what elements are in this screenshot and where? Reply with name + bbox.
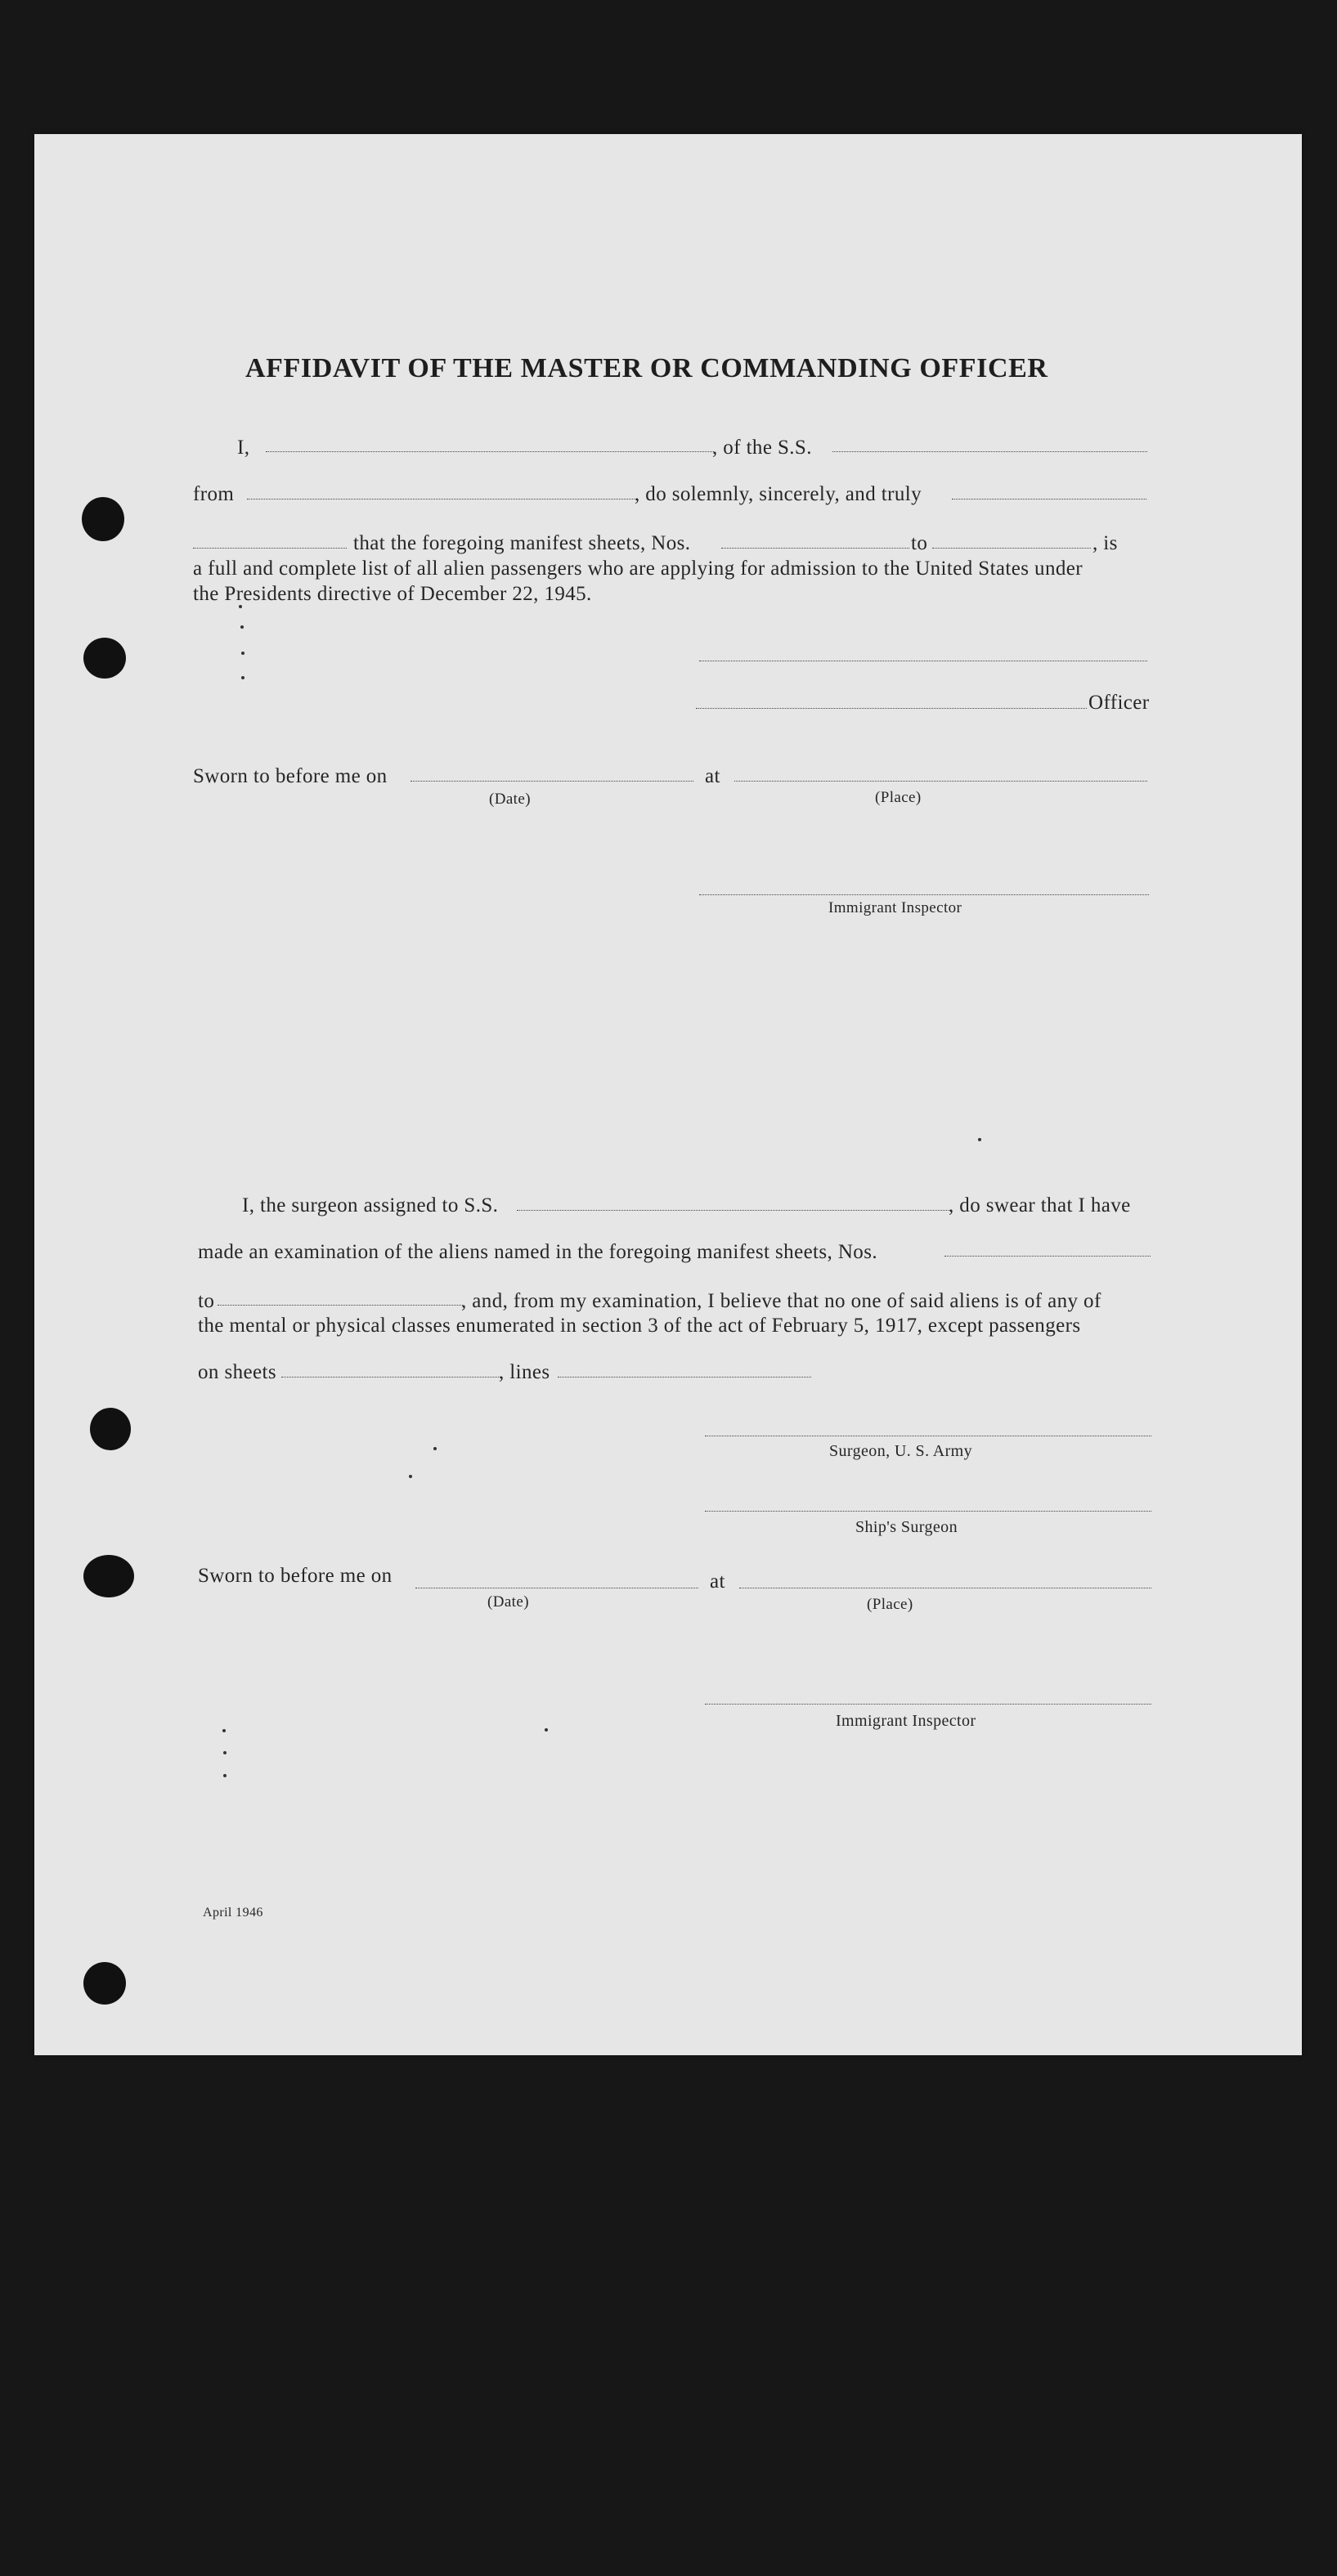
master-sheet-from-field[interactable] — [721, 548, 909, 549]
surgeon-inspector-signature-field[interactable] — [705, 1704, 1151, 1705]
scan-speck — [978, 1138, 981, 1141]
form-date-footer: April 1946 — [203, 1906, 263, 1920]
master-sworn-place-field[interactable] — [734, 781, 1147, 782]
affidavit-form-sheet — [34, 134, 1302, 2055]
surgeon-line4: the mental or physical classes enumerated in section 3 of the act of February 5, 1917, except passengers — [198, 1315, 1081, 1337]
surgeon-line1-end: , do swear that I have — [949, 1194, 1131, 1216]
surgeon-except-sheets-field[interactable] — [281, 1377, 500, 1378]
punch-hole — [90, 1408, 131, 1450]
master-line4: a full and complete list of all alien passengers who are applying for admission to the United States under — [193, 558, 1083, 580]
master-inspector-signature-field[interactable] — [699, 894, 1149, 895]
master-officer-field[interactable] — [696, 708, 1087, 709]
scan-speck — [433, 1447, 437, 1450]
surgeon-line1-start: I, the surgeon assigned to S.S. — [242, 1194, 499, 1216]
surgeon-date-caption: (Date) — [487, 1593, 529, 1611]
scan-speck — [241, 652, 245, 655]
master-line2-swear: , do solemnly, sincerely, and truly — [635, 483, 922, 505]
scan-speck — [240, 625, 244, 629]
master-sworn-date-field[interactable] — [411, 781, 693, 782]
master-affirm-field[interactable] — [193, 548, 347, 549]
surgeon-at-label: at — [710, 1570, 725, 1593]
master-date-caption: (Date) — [489, 791, 531, 808]
scan-speck — [241, 676, 245, 679]
surgeon-sheet-to-field[interactable] — [218, 1305, 463, 1306]
surgeon-sworn-label: Sworn to before me on — [198, 1565, 393, 1587]
surgeon-line3-to: to — [198, 1290, 215, 1312]
surgeon-line3-rest: , and, from my examination, I believe that no one of said aliens is of any of — [461, 1290, 1101, 1312]
master-sheet-to-field[interactable] — [932, 548, 1091, 549]
punch-hole — [83, 1962, 126, 2005]
master-from-field[interactable] — [247, 499, 636, 500]
master-line1-i: I, — [237, 437, 250, 459]
master-line5: the Presidents directive of December 22, 1945. — [193, 583, 592, 605]
master-line2-from: from — [193, 483, 235, 505]
master-line3-is: , is — [1092, 532, 1118, 554]
ship-surgeon-signature-field[interactable] — [705, 1511, 1151, 1512]
surgeon-except-lines-field[interactable] — [558, 1377, 811, 1378]
surgeon-line5-lines: , lines — [499, 1361, 550, 1383]
punch-hole — [82, 497, 124, 541]
scan-speck — [239, 605, 242, 608]
surgeon-sheet-from-field[interactable] — [944, 1256, 1151, 1257]
master-ship-name-field[interactable] — [832, 451, 1147, 452]
master-place-caption: (Place) — [875, 789, 922, 806]
scan-speck — [223, 1774, 227, 1777]
master-inspector-caption: Immigrant Inspector — [828, 899, 962, 916]
master-oath-field[interactable] — [952, 499, 1146, 500]
surgeon-ship-field[interactable] — [517, 1210, 952, 1211]
surgeon-inspector-caption: Immigrant Inspector — [836, 1712, 976, 1730]
punch-hole — [83, 1555, 134, 1597]
army-surgeon-caption: Surgeon, U. S. Army — [829, 1442, 973, 1460]
scan-speck — [545, 1728, 548, 1732]
master-sworn-label: Sworn to before me on — [193, 765, 388, 787]
surgeon-line5-on-sheets: on sheets — [198, 1361, 276, 1383]
ship-surgeon-caption: Ship's Surgeon — [855, 1518, 958, 1536]
page-title: AFFIDAVIT OF THE MASTER OR COMMANDING OFFICER — [245, 353, 1048, 383]
officer-label: Officer — [1088, 692, 1150, 714]
scan-speck — [223, 1751, 227, 1754]
master-line3-manifest: that the foregoing manifest sheets, Nos. — [353, 532, 691, 554]
scan-speck — [409, 1475, 412, 1478]
surgeon-place-caption: (Place) — [867, 1596, 913, 1613]
scan-speck — [222, 1729, 226, 1732]
master-line1-of-ss: , of the S.S. — [712, 437, 812, 459]
master-at-label: at — [705, 765, 720, 787]
surgeon-line2: made an examination of the aliens named in the foregoing manifest sheets, Nos. — [198, 1241, 877, 1263]
punch-hole — [83, 638, 126, 679]
master-name-field[interactable] — [266, 451, 714, 452]
master-line3-to: to — [911, 532, 928, 554]
